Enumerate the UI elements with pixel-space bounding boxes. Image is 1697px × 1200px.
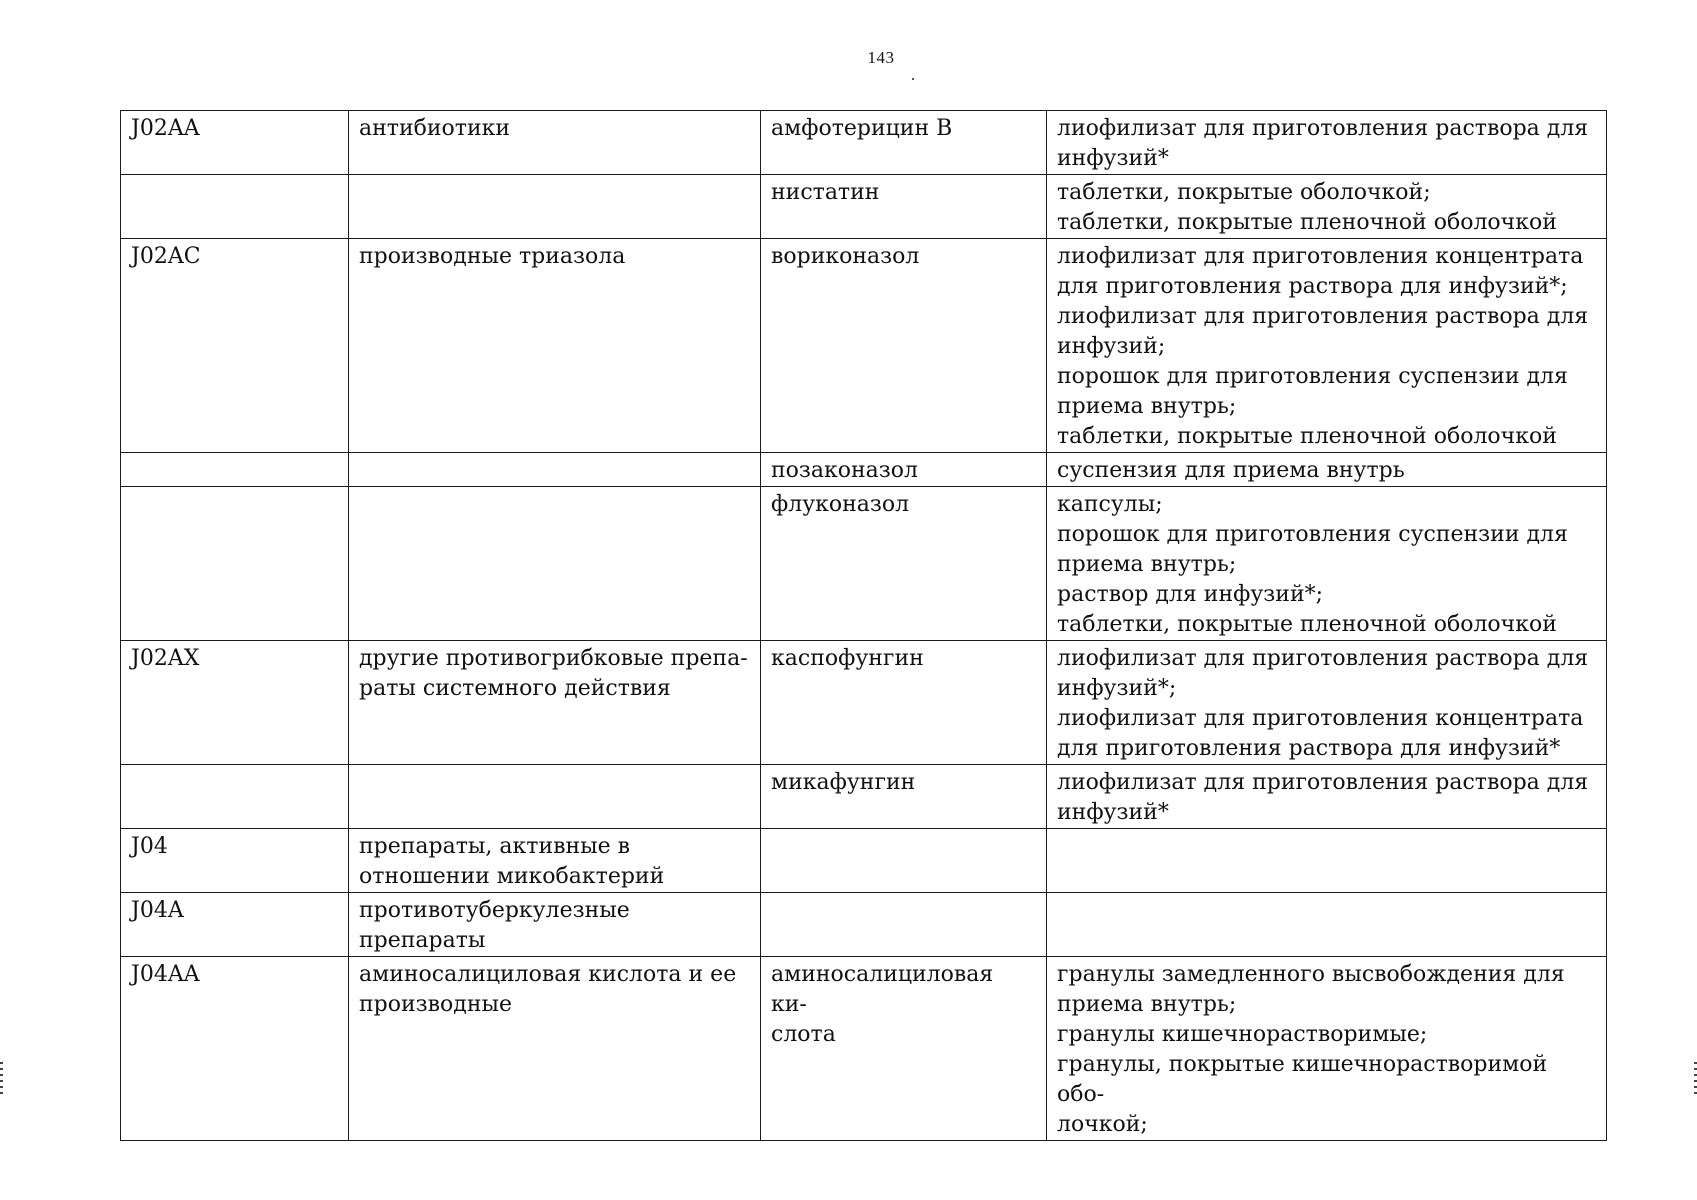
page-number: 143 <box>867 48 895 67</box>
table-row <box>121 175 1607 239</box>
table-row <box>121 829 1607 893</box>
table-row <box>121 239 1607 453</box>
scan-margin-mark-left <box>0 1062 3 1098</box>
atc-code-cell: J02AX <box>121 641 349 765</box>
dosage-forms-cell: лиофилизат для приготовления раствора для инфузий* <box>1047 111 1607 175</box>
drug-name-cell: нистатин <box>761 175 1047 239</box>
drug-table <box>120 110 1607 1141</box>
dosage-forms-cell <box>1047 893 1607 957</box>
atc-code-cell: J02AC <box>121 239 349 453</box>
dosage-forms-cell: лиофилизат для приготовления концентрата для приготовления раствора для инфузий*; лиофилизат для приготовления раствора для инфузий; порошок для приготовления суспензии для приема внутрь; таблетки, покрытые пленочной оболочкой <box>1047 239 1607 453</box>
scan-speck <box>912 78 914 80</box>
drug-name-cell: вориконазол <box>761 239 1047 453</box>
atc-code-cell: J04AA <box>121 957 349 1141</box>
table-row <box>121 641 1607 765</box>
atc-code-cell: J04A <box>121 893 349 957</box>
pharmacological-group-cell: другие противогрибковые препа- раты системного действия <box>349 641 761 765</box>
atc-code-cell: J04 <box>121 829 349 893</box>
pharmacological-group-cell <box>349 175 761 239</box>
table-row <box>121 957 1607 1141</box>
dosage-forms-cell: лиофилизат для приготовления раствора для инфузий* <box>1047 765 1607 829</box>
dosage-forms-cell: капсулы; порошок для приготовления суспензии для приема внутрь; раствор для инфузий*; таблетки, покрытые пленочной оболочкой <box>1047 487 1607 641</box>
dosage-forms-cell <box>1047 829 1607 893</box>
pharmacological-group-cell <box>349 453 761 487</box>
atc-code-cell <box>121 453 349 487</box>
drug-name-cell <box>761 893 1047 957</box>
drug-name-cell <box>761 829 1047 893</box>
drug-name-cell: аминосалициловая ки- слота <box>761 957 1047 1141</box>
pharmacological-group-cell <box>349 487 761 641</box>
table-row <box>121 111 1607 175</box>
drug-name-cell: каспофунгин <box>761 641 1047 765</box>
table-row <box>121 453 1607 487</box>
drug-name-cell: флуконазол <box>761 487 1047 641</box>
atc-code-cell <box>121 175 349 239</box>
table-row <box>121 487 1607 641</box>
drug-name-cell: амфотерицин B <box>761 111 1047 175</box>
pharmacological-group-cell: противотуберкулезные препараты <box>349 893 761 957</box>
atc-code-cell <box>121 765 349 829</box>
dosage-forms-cell: гранулы замедленного высвобождения для приема внутрь; гранулы кишечнорастворимые; гранулы, покрытые кишечнорастворимой обо- лочкой; <box>1047 957 1607 1141</box>
atc-code-cell <box>121 487 349 641</box>
table-row <box>121 893 1607 957</box>
dosage-forms-cell: суспензия для приема внутрь <box>1047 453 1607 487</box>
pharmacological-group-cell: производные триазола <box>349 239 761 453</box>
atc-code-cell: J02AA <box>121 111 349 175</box>
dosage-forms-cell: таблетки, покрытые оболочкой; таблетки, покрытые пленочной оболочкой <box>1047 175 1607 239</box>
pharmacological-group-cell: антибиотики <box>349 111 761 175</box>
drug-name-cell: позаконазол <box>761 453 1047 487</box>
pharmacological-group-cell: препараты, активные в отношении микобактерий <box>349 829 761 893</box>
drug-name-cell: микафунгин <box>761 765 1047 829</box>
table-row <box>121 765 1607 829</box>
dosage-forms-cell: лиофилизат для приготовления раствора для инфузий*; лиофилизат для приготовления концентрата для приготовления раствора для инфузий* <box>1047 641 1607 765</box>
pharmacological-group-cell: аминосалициловая кислота и ее производные <box>349 957 761 1141</box>
pharmacological-group-cell <box>349 765 761 829</box>
